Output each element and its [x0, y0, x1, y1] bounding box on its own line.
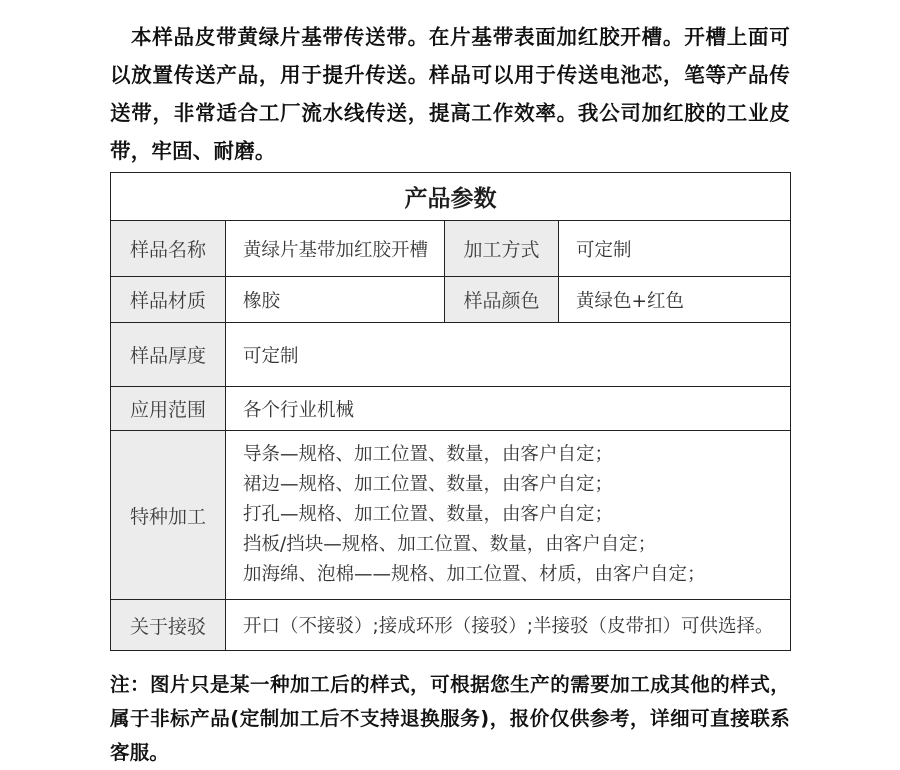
- param-label-joint-options: 关于接驳: [111, 600, 226, 651]
- note-paragraph: 注：图片只是某一种加工后的样式，可根据您生产的需要加工成其他的样式，属于非标产品(定制加工后不支持退换服务)，报价仅供参考，详细可直接联系客服。: [110, 673, 790, 764]
- param-value-application-scope: 各个行业机械: [226, 387, 791, 431]
- param-value-special-processing: [226, 431, 791, 600]
- special-processing-line: 加海绵、泡棉——规格、加工位置、材质，由客户自定；: [243, 564, 706, 585]
- param-value-sample-name: 黄绿片基带加红胶开槽: [226, 221, 445, 277]
- special-processing-line: 挡板/挡块—规格、加工位置、数量，由客户自定；: [243, 534, 657, 555]
- param-value-processing-method: 可定制: [559, 221, 791, 277]
- product-description-page: [110, 0, 790, 770]
- intro-paragraph: 本样品皮带黄绿片基带传送带。在片基带表面加红胶开槽。开槽上面可以放置传送产品，用于提升传送。样品可以用于传送电池芯，笔等产品传送带，非常适合工厂流水线传送，提高工作效率。我公司加红胶的工业皮带，牢固、耐磨。: [110, 25, 790, 163]
- param-label-sample-material: 样品材质: [111, 277, 226, 323]
- param-label-sample-name: 样品名称: [111, 221, 226, 277]
- param-label-processing-method: 加工方式: [445, 221, 559, 277]
- table-title: 产品参数: [111, 173, 791, 221]
- table-row: [111, 600, 791, 651]
- param-label-sample-thickness: 样品厚度: [111, 323, 226, 387]
- table-title-row: [111, 173, 791, 221]
- param-label-sample-color: 样品颜色: [445, 277, 559, 323]
- table-row: [111, 387, 791, 431]
- special-processing-line: 导条—规格、加工位置、数量，由客户自定；: [243, 444, 614, 465]
- param-value-joint-options: 开口（不接驳）;接成环形（接驳）;半接驳（皮带扣）可供选择。: [226, 600, 791, 651]
- param-value-sample-thickness: 可定制: [226, 323, 791, 387]
- table-row: [111, 277, 791, 323]
- param-label-special-processing: 特种加工: [111, 431, 226, 600]
- table-row: [111, 431, 791, 600]
- product-params-table: [110, 172, 791, 651]
- table-row: [111, 323, 791, 387]
- param-value-sample-color: 黄绿色+红色: [559, 277, 791, 323]
- table-row: [111, 221, 791, 277]
- param-value-sample-material: 橡胶: [226, 277, 445, 323]
- param-label-application-scope: 应用范围: [111, 387, 226, 431]
- special-processing-line: 裙边—规格、加工位置、数量，由客户自定；: [243, 474, 614, 495]
- special-processing-line: 打孔—规格、加工位置、数量，由客户自定；: [243, 504, 614, 525]
